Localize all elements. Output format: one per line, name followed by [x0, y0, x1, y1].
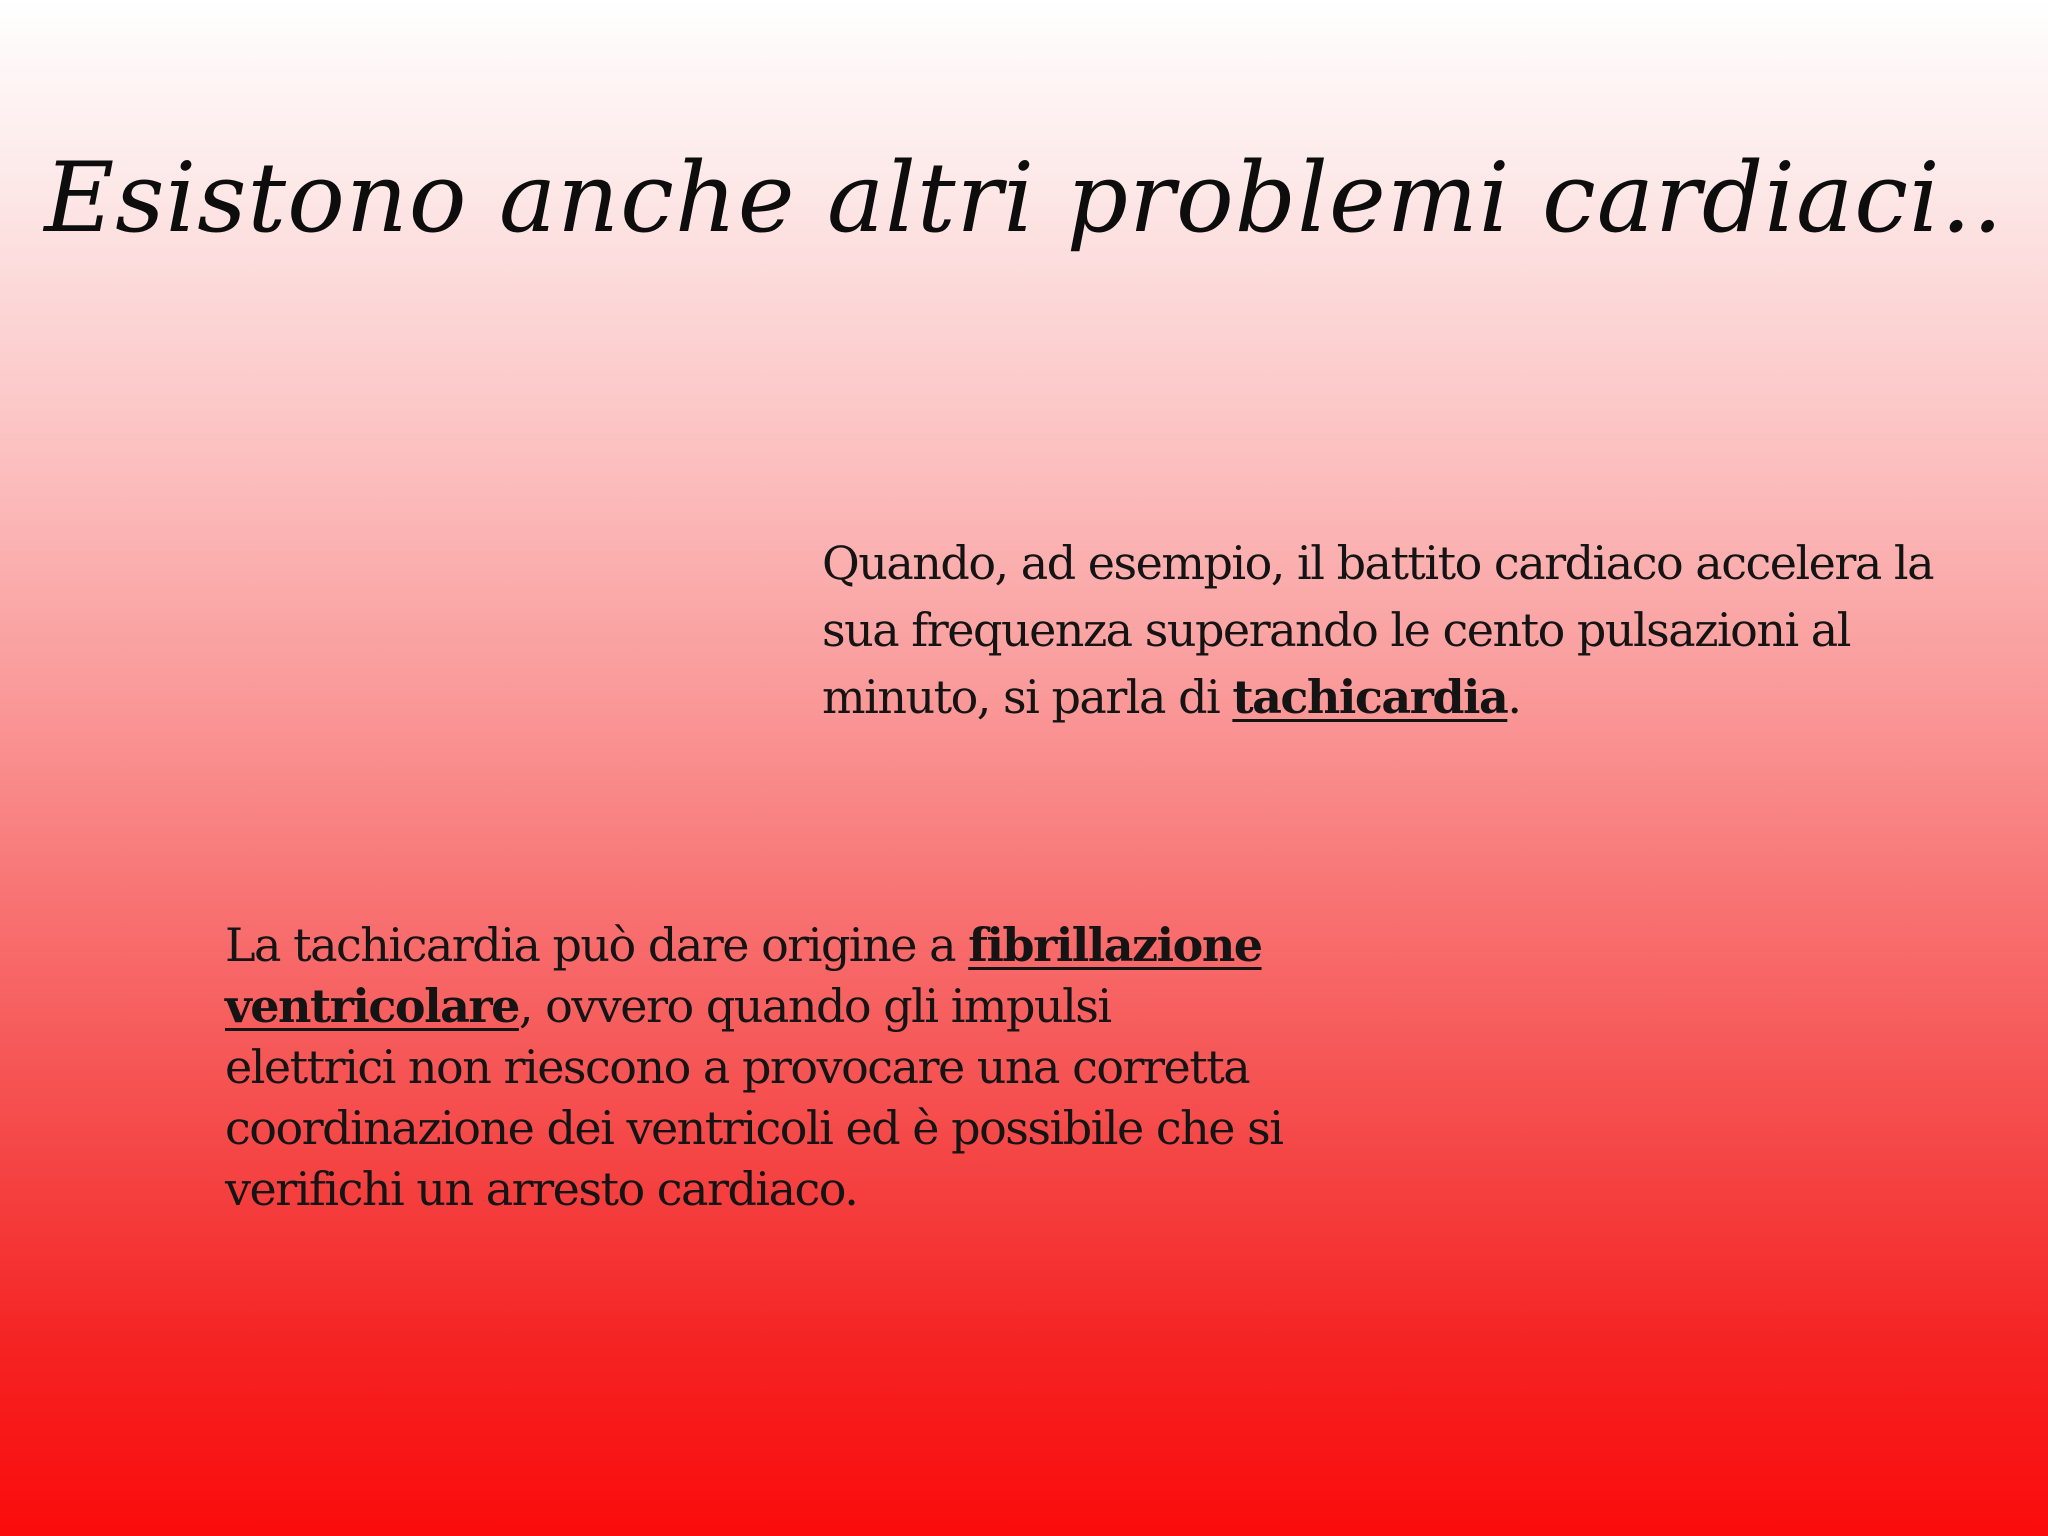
paragraph-2-text-before: La tachicardia può dare origine a [225, 918, 969, 972]
term-tachicardia: tachicardia [1232, 670, 1508, 724]
slide-title: Esistono anche altri problemi cardiaci.. [44, 142, 2004, 254]
paragraph-1-text-before: Quando, ad esempio, il battito cardiaco accelera la sua frequenza superando le cento pulsazioni al minuto, si parla di [822, 536, 1934, 724]
paragraph-1-text-after: . [1507, 670, 1521, 724]
paragraph-fibrillazione [225, 915, 1285, 1220]
paragraph-tachicardia [822, 530, 1972, 731]
term-fibrillazione-ventricolare: fibrillazione ventricolare [225, 918, 1262, 1033]
paragraph-2-text-after: , ovvero quando gli impulsi elettrici non riescono a provocare una corretta coordinazione dei ventricoli ed è possibile che si verifichi un arresto cardiaco. [225, 979, 1283, 1216]
